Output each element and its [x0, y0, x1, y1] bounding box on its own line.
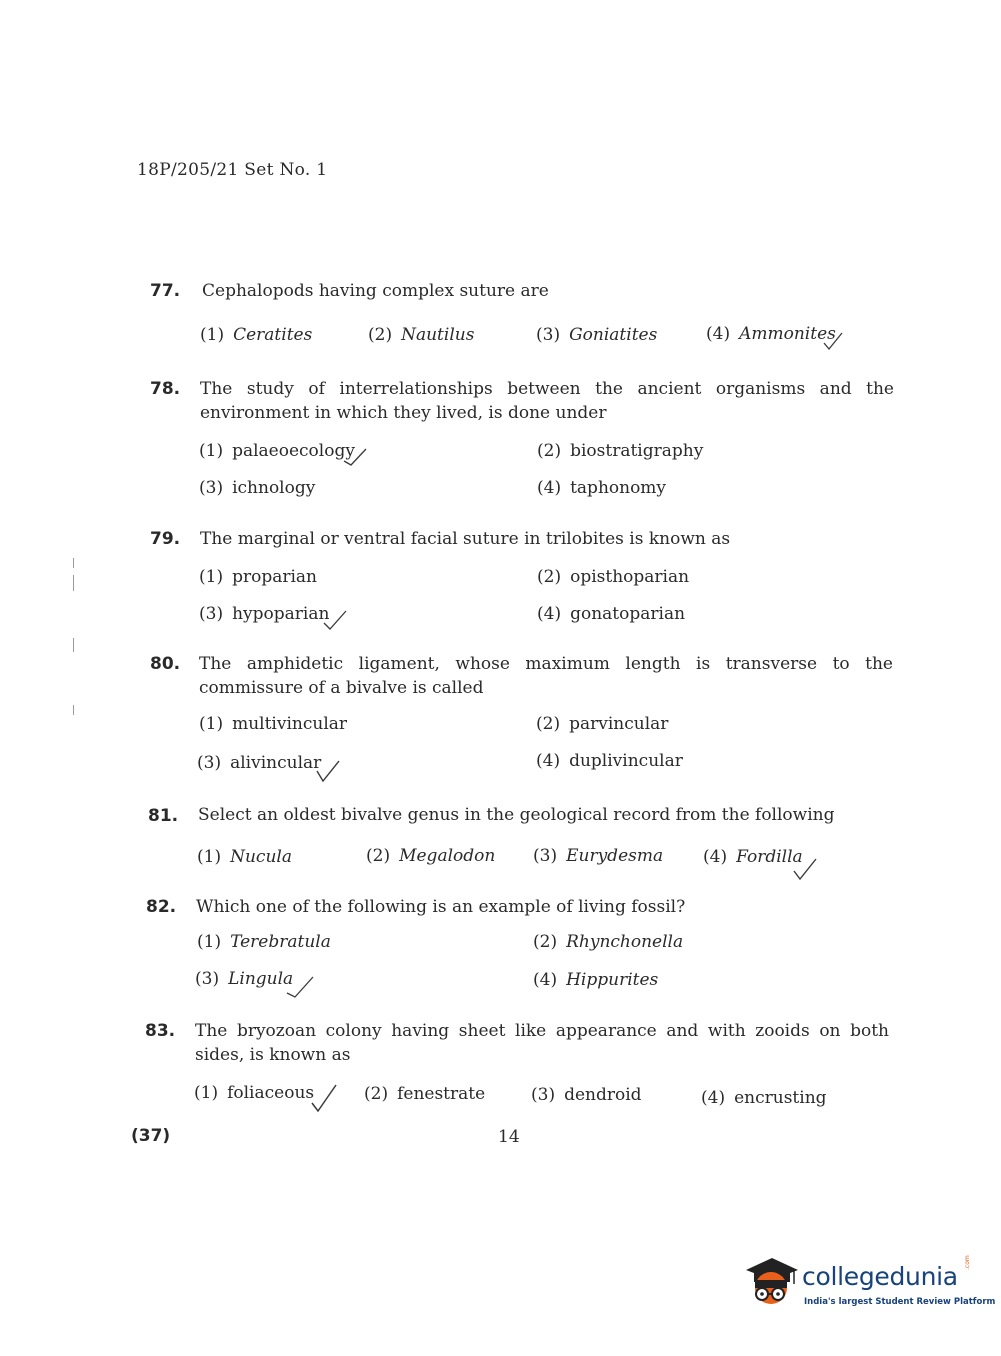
option-1: (1) foliaceous	[194, 1083, 315, 1103]
tick-mark-icon	[285, 975, 309, 995]
question-text: The bryozoan colony having sheet like appearance and with zooids on both sides, is known as	[195, 1021, 889, 1065]
option-2: (2) opisthoparian	[537, 567, 690, 587]
brand-name: collegedunia	[802, 1262, 958, 1291]
question-number: 80.	[150, 654, 181, 674]
option-3: (3) Lingula	[195, 969, 294, 989]
option-1: (1) Ceratites	[200, 325, 313, 345]
option-4: (4) Fordilla	[703, 847, 803, 867]
tick-mark-icon	[822, 329, 846, 349]
option-3: (3) Goniatites	[536, 325, 658, 345]
option-3: (3) ichnology	[199, 478, 316, 498]
question-number: 78.	[150, 379, 181, 399]
option-4: (4) Hippurites	[533, 970, 659, 990]
tick-mark-icon	[310, 1083, 334, 1103]
margin-scan-mark	[73, 638, 74, 652]
option-3: (3) hypoparian	[199, 604, 330, 624]
brand-domain-suffix: .com	[964, 1255, 971, 1270]
question-text: Which one of the following is an example of living fossil?	[196, 897, 686, 917]
question-number: 77.	[150, 281, 181, 301]
option-2: (2) Nautilus	[368, 325, 475, 345]
option-1: (1) palaeoecology	[199, 441, 355, 461]
margin-scan-mark	[73, 575, 74, 591]
option-3: (3) alivincular	[197, 753, 322, 773]
tick-mark-icon	[792, 855, 816, 875]
page-number: 14	[498, 1127, 520, 1147]
tick-mark-icon	[315, 757, 339, 777]
option-4: (4) taphonomy	[537, 478, 667, 498]
option-4: (4) encrusting	[701, 1088, 827, 1108]
tick-mark-icon	[342, 445, 366, 465]
question-text: The marginal or ventral facial suture in trilobites is known as	[200, 529, 731, 549]
question-number: 79.	[150, 529, 181, 549]
margin-scan-mark	[73, 558, 74, 568]
option-2: (2) Rhynchonella	[533, 932, 684, 952]
option-1: (1) Nucula	[197, 847, 292, 867]
option-1: (1) proparian	[199, 567, 318, 587]
mascot-logo-icon	[742, 1250, 800, 1316]
collegedunia-watermark	[742, 1250, 996, 1320]
brand-tagline: India's largest Student Review Platform	[804, 1297, 996, 1307]
option-1: (1) Terebratula	[197, 932, 331, 952]
option-2: (2) fenestrate	[364, 1084, 486, 1104]
option-3: (3) Eurydesma	[533, 846, 664, 866]
option-4: (4) gonatoparian	[537, 604, 686, 624]
option-4: (4) duplivincular	[536, 751, 683, 771]
option-2: (2) biostratigraphy	[537, 441, 704, 461]
page-code: (37)	[131, 1126, 171, 1146]
tick-mark-icon	[322, 607, 346, 627]
question-text: The study of interrelationships between the ancient organisms and the environment in which they lived, is done under	[200, 379, 894, 423]
question-number: 82.	[146, 897, 177, 917]
paper-code-header: 18P/205/21 Set No. 1	[137, 160, 328, 180]
option-4: (4) Ammonites	[706, 324, 836, 344]
option-2: (2) parvincular	[536, 714, 669, 734]
question-number: 83.	[145, 1021, 176, 1041]
question-text: Select an oldest bivalve genus in the geological record from the following	[198, 805, 835, 825]
margin-scan-mark	[73, 705, 74, 715]
question-text: Cephalopods having complex suture are	[202, 281, 549, 301]
option-1: (1) multivincular	[199, 714, 348, 734]
question-number: 81.	[148, 806, 179, 826]
option-2: (2) Megalodon	[366, 846, 496, 866]
option-3: (3) dendroid	[531, 1085, 642, 1105]
question-text: The amphidetic ligament, whose maximum length is transverse to the commissure of a bivalve is called	[199, 654, 893, 698]
